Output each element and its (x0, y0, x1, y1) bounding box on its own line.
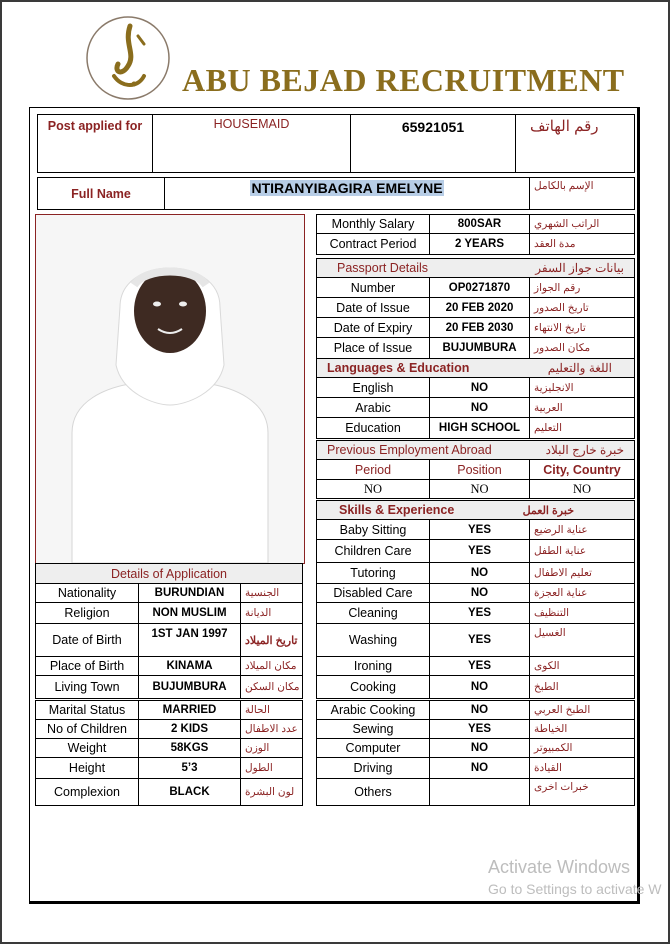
activation-watermark-title: Activate Windows (488, 857, 631, 877)
app-value: 1ST JAN 1997 (138, 623, 241, 657)
app-ar: مكان الميلاد (240, 656, 303, 676)
app-value: KINAMA (138, 656, 241, 676)
skill-value (429, 778, 530, 806)
post-value: HOUSEMAID (152, 114, 351, 173)
english-ar: الانجليزية (529, 377, 635, 398)
skill-label: Driving (316, 757, 430, 779)
app-label: No of Children (35, 719, 139, 739)
skill-ar: الطبخ العربي (529, 700, 635, 720)
skill-label: Washing (316, 623, 430, 657)
skill-value: YES (429, 656, 530, 676)
skills-section-title: Skills & Experience (339, 503, 455, 517)
app-ar: الجنسية (240, 583, 303, 603)
employment-city-value: NO (529, 479, 635, 499)
skill-ar: خبرات اخرى (529, 778, 635, 806)
app-ar: الوزن (240, 738, 303, 758)
full-name-ar-label: الإسم بالكامل (529, 177, 635, 210)
passport-place-ar: مكان الصدور (529, 337, 635, 359)
app-label: Marital Status (35, 700, 139, 720)
skill-value: NO (429, 700, 530, 720)
skill-ar: الخياطة (529, 719, 635, 739)
skill-value: NO (429, 583, 530, 603)
skill-ar: عناية الطفل (529, 539, 635, 563)
skill-value: NO (429, 757, 530, 779)
app-label: Weight (35, 738, 139, 758)
skill-label: Ironing (316, 656, 430, 676)
full-name-field (164, 177, 530, 210)
app-value: 2 KIDS (138, 719, 241, 739)
app-value: BUJUMBURA (138, 675, 241, 699)
passport-issue-value: 20 FEB 2020 (429, 297, 530, 318)
passport-place-label: Place of Issue (316, 337, 430, 359)
education-value: HIGH SCHOOL (429, 417, 530, 439)
post-label: Post applied for (37, 114, 153, 173)
app-ar: مكان السكن (240, 675, 303, 699)
arabic-value: NO (429, 397, 530, 418)
candidate-photo (35, 214, 305, 564)
education-ar: التعليم (529, 417, 635, 439)
skill-label: Baby Sitting (316, 519, 430, 540)
skill-label: Cleaning (316, 602, 430, 624)
app-label: Complexion (35, 778, 139, 806)
app-ar: الحالة (240, 700, 303, 720)
skill-ar: التنظيف (529, 602, 635, 624)
passport-section-title-ar: بيانات جواز السفر (535, 261, 624, 275)
person-photo-icon (36, 215, 304, 563)
passport-section-header (316, 258, 635, 278)
languages-section-header (316, 358, 635, 378)
contract-period-ar: مدة العقد (529, 233, 635, 255)
app-value: NON MUSLIM (138, 602, 241, 624)
skill-value: YES (429, 602, 530, 624)
phone-value: 65921051 (350, 114, 516, 173)
app-value: BLACK (138, 778, 241, 806)
skill-label: Children Care (316, 539, 430, 563)
contract-period-label: Contract Period (316, 233, 430, 255)
arabic-ar: العربية (529, 397, 635, 418)
activation-watermark-link[interactable]: Go to Settings to activate W (488, 881, 662, 897)
skills-section-header (316, 500, 635, 520)
company-name: ABU BEJAD RECRUITMENT (182, 62, 625, 98)
app-value: MARRIED (138, 700, 241, 720)
employment-period-value: NO (316, 479, 430, 499)
skill-label: Cooking (316, 675, 430, 699)
languages-section-title-ar: اللغة والتعليم (547, 361, 612, 375)
app-label: Nationality (35, 583, 139, 603)
employment-position-header: Position (429, 459, 530, 480)
app-value: BURUNDIAN (138, 583, 241, 603)
employment-position-value: NO (429, 479, 530, 499)
skill-label: Others (316, 778, 430, 806)
skills-section-title-ar: خبرة العمل (522, 504, 574, 517)
skill-ar: تعليم الاطفال (529, 562, 635, 584)
employment-city-header: City, Country (529, 459, 635, 480)
skill-ar: القيادة (529, 757, 635, 779)
app-ar: الديانة (240, 602, 303, 624)
skill-value: YES (429, 623, 530, 657)
passport-expiry-ar: تاريخ الانتهاء (529, 317, 635, 338)
english-value: NO (429, 377, 530, 398)
app-label: Place of Birth (35, 656, 139, 676)
app-value: 58KGS (138, 738, 241, 758)
monthly-salary-ar: الراتب الشهري (529, 214, 635, 234)
calligraphy-logo-icon (84, 14, 172, 102)
employment-section-title: Previous Employment Abroad (327, 443, 492, 457)
skill-label: Arabic Cooking (316, 700, 430, 720)
full-name-label: Full Name (37, 177, 165, 210)
skill-value: NO (429, 675, 530, 699)
skill-ar: الكوى (529, 656, 635, 676)
app-label: Religion (35, 602, 139, 624)
skill-label: Disabled Care (316, 583, 430, 603)
skill-ar: عناية الرضيع (529, 519, 635, 540)
monthly-salary-value: 800SAR (429, 214, 530, 234)
app-ar: لون البشرة (240, 778, 303, 806)
full-name-value: NTIRANYIBAGIRA EMELYNE (251, 180, 443, 196)
passport-expiry-label: Date of Expiry (316, 317, 430, 338)
employment-period-header: Period (316, 459, 430, 480)
phone-ar-label: رقم الهاتف (515, 114, 635, 173)
company-logo (84, 14, 172, 102)
education-label: Education (316, 417, 430, 439)
passport-expiry-value: 20 FEB 2030 (429, 317, 530, 338)
arabic-label: Arabic (316, 397, 430, 418)
languages-section-title: Languages & Education (327, 361, 470, 375)
skill-ar: الغسيل (529, 623, 635, 657)
skill-label: Tutoring (316, 562, 430, 584)
skill-value: NO (429, 562, 530, 584)
skill-value: NO (429, 738, 530, 758)
app-label: Living Town (35, 675, 139, 699)
app-ar: تاريخ الميلاد (240, 623, 303, 657)
english-label: English (316, 377, 430, 398)
passport-number-ar: رقم الجواز (529, 277, 635, 298)
employment-section-title-ar: خبرة خارج البلاد (545, 443, 624, 457)
app-label: Height (35, 757, 139, 779)
skill-value: YES (429, 719, 530, 739)
passport-section-title: Passport Details (337, 261, 429, 275)
skill-label: Computer (316, 738, 430, 758)
skill-value: YES (429, 519, 530, 540)
employment-section-header (316, 440, 635, 460)
app-ar: عدد الاطفال (240, 719, 303, 739)
contract-period-value: 2 YEARS (429, 233, 530, 255)
passport-number-value: OP0271870 (429, 277, 530, 298)
application-section-header: Details of Application (35, 563, 303, 584)
skill-label: Sewing (316, 719, 430, 739)
passport-issue-label: Date of Issue (316, 297, 430, 318)
app-label: Date of Birth (35, 623, 139, 657)
app-ar: الطول (240, 757, 303, 779)
passport-place-value: BUJUMBURA (429, 337, 530, 359)
passport-issue-ar: تاريخ الصدور (529, 297, 635, 318)
skill-ar: الكمبيوتر (529, 738, 635, 758)
skill-ar: عناية العجزة (529, 583, 635, 603)
skill-ar: الطبخ (529, 675, 635, 699)
app-value: 5’3 (138, 757, 241, 779)
passport-number-label: Number (316, 277, 430, 298)
monthly-salary-label: Monthly Salary (316, 214, 430, 234)
skill-value: YES (429, 539, 530, 563)
